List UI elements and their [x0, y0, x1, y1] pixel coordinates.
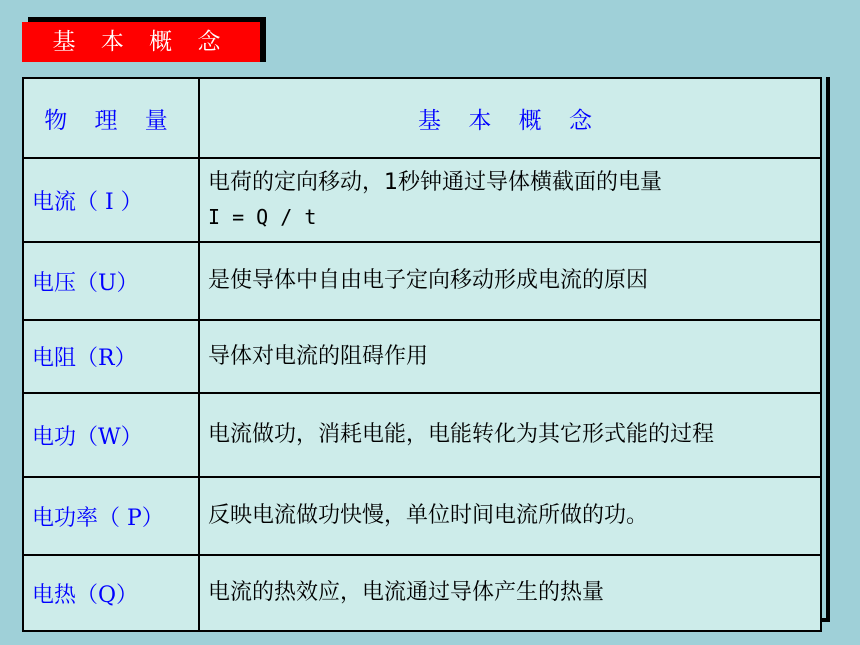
header-concept: 基 本 概 念: [199, 78, 821, 158]
table-row: [23, 393, 821, 477]
table-row: [23, 242, 821, 320]
term-cell: 电流（ I ）: [23, 158, 199, 242]
table-row: [23, 158, 821, 242]
description-cell: 电流的热效应，电流通过导体产生的热量: [199, 555, 821, 631]
term-cell: 电热（Q）: [23, 555, 199, 631]
term-cell: 电阻（R）: [23, 320, 199, 393]
description-cell: 是使导体中自由电子定向移动形成电流的原因: [199, 242, 821, 320]
table-row: [23, 320, 821, 393]
concept-table-container: [22, 77, 830, 622]
table-row: [23, 477, 821, 555]
description-cell: 电流做功，消耗电能，电能转化为其它形式能的过程: [199, 393, 821, 477]
slide-title: 基 本 概 念: [22, 22, 260, 62]
header-quantity: 物 理 量: [23, 78, 199, 158]
description-cell: 导体对电流的阻碍作用: [199, 320, 821, 393]
term-cell: 电压（U）: [23, 242, 199, 320]
description-cell: [199, 158, 821, 242]
description-text: 电荷的定向移动，1秒钟通过导体横截面的电量: [208, 170, 662, 195]
term-cell: 电功率（ P）: [23, 477, 199, 555]
table-header-row: [23, 78, 821, 158]
description-cell: 反映电流做功快慢，单位时间电流所做的功。: [199, 477, 821, 555]
table-row: [23, 555, 821, 631]
formula-text: I = Q / t: [208, 205, 317, 229]
concept-table: [22, 77, 822, 632]
term-cell: 电功（W）: [23, 393, 199, 477]
